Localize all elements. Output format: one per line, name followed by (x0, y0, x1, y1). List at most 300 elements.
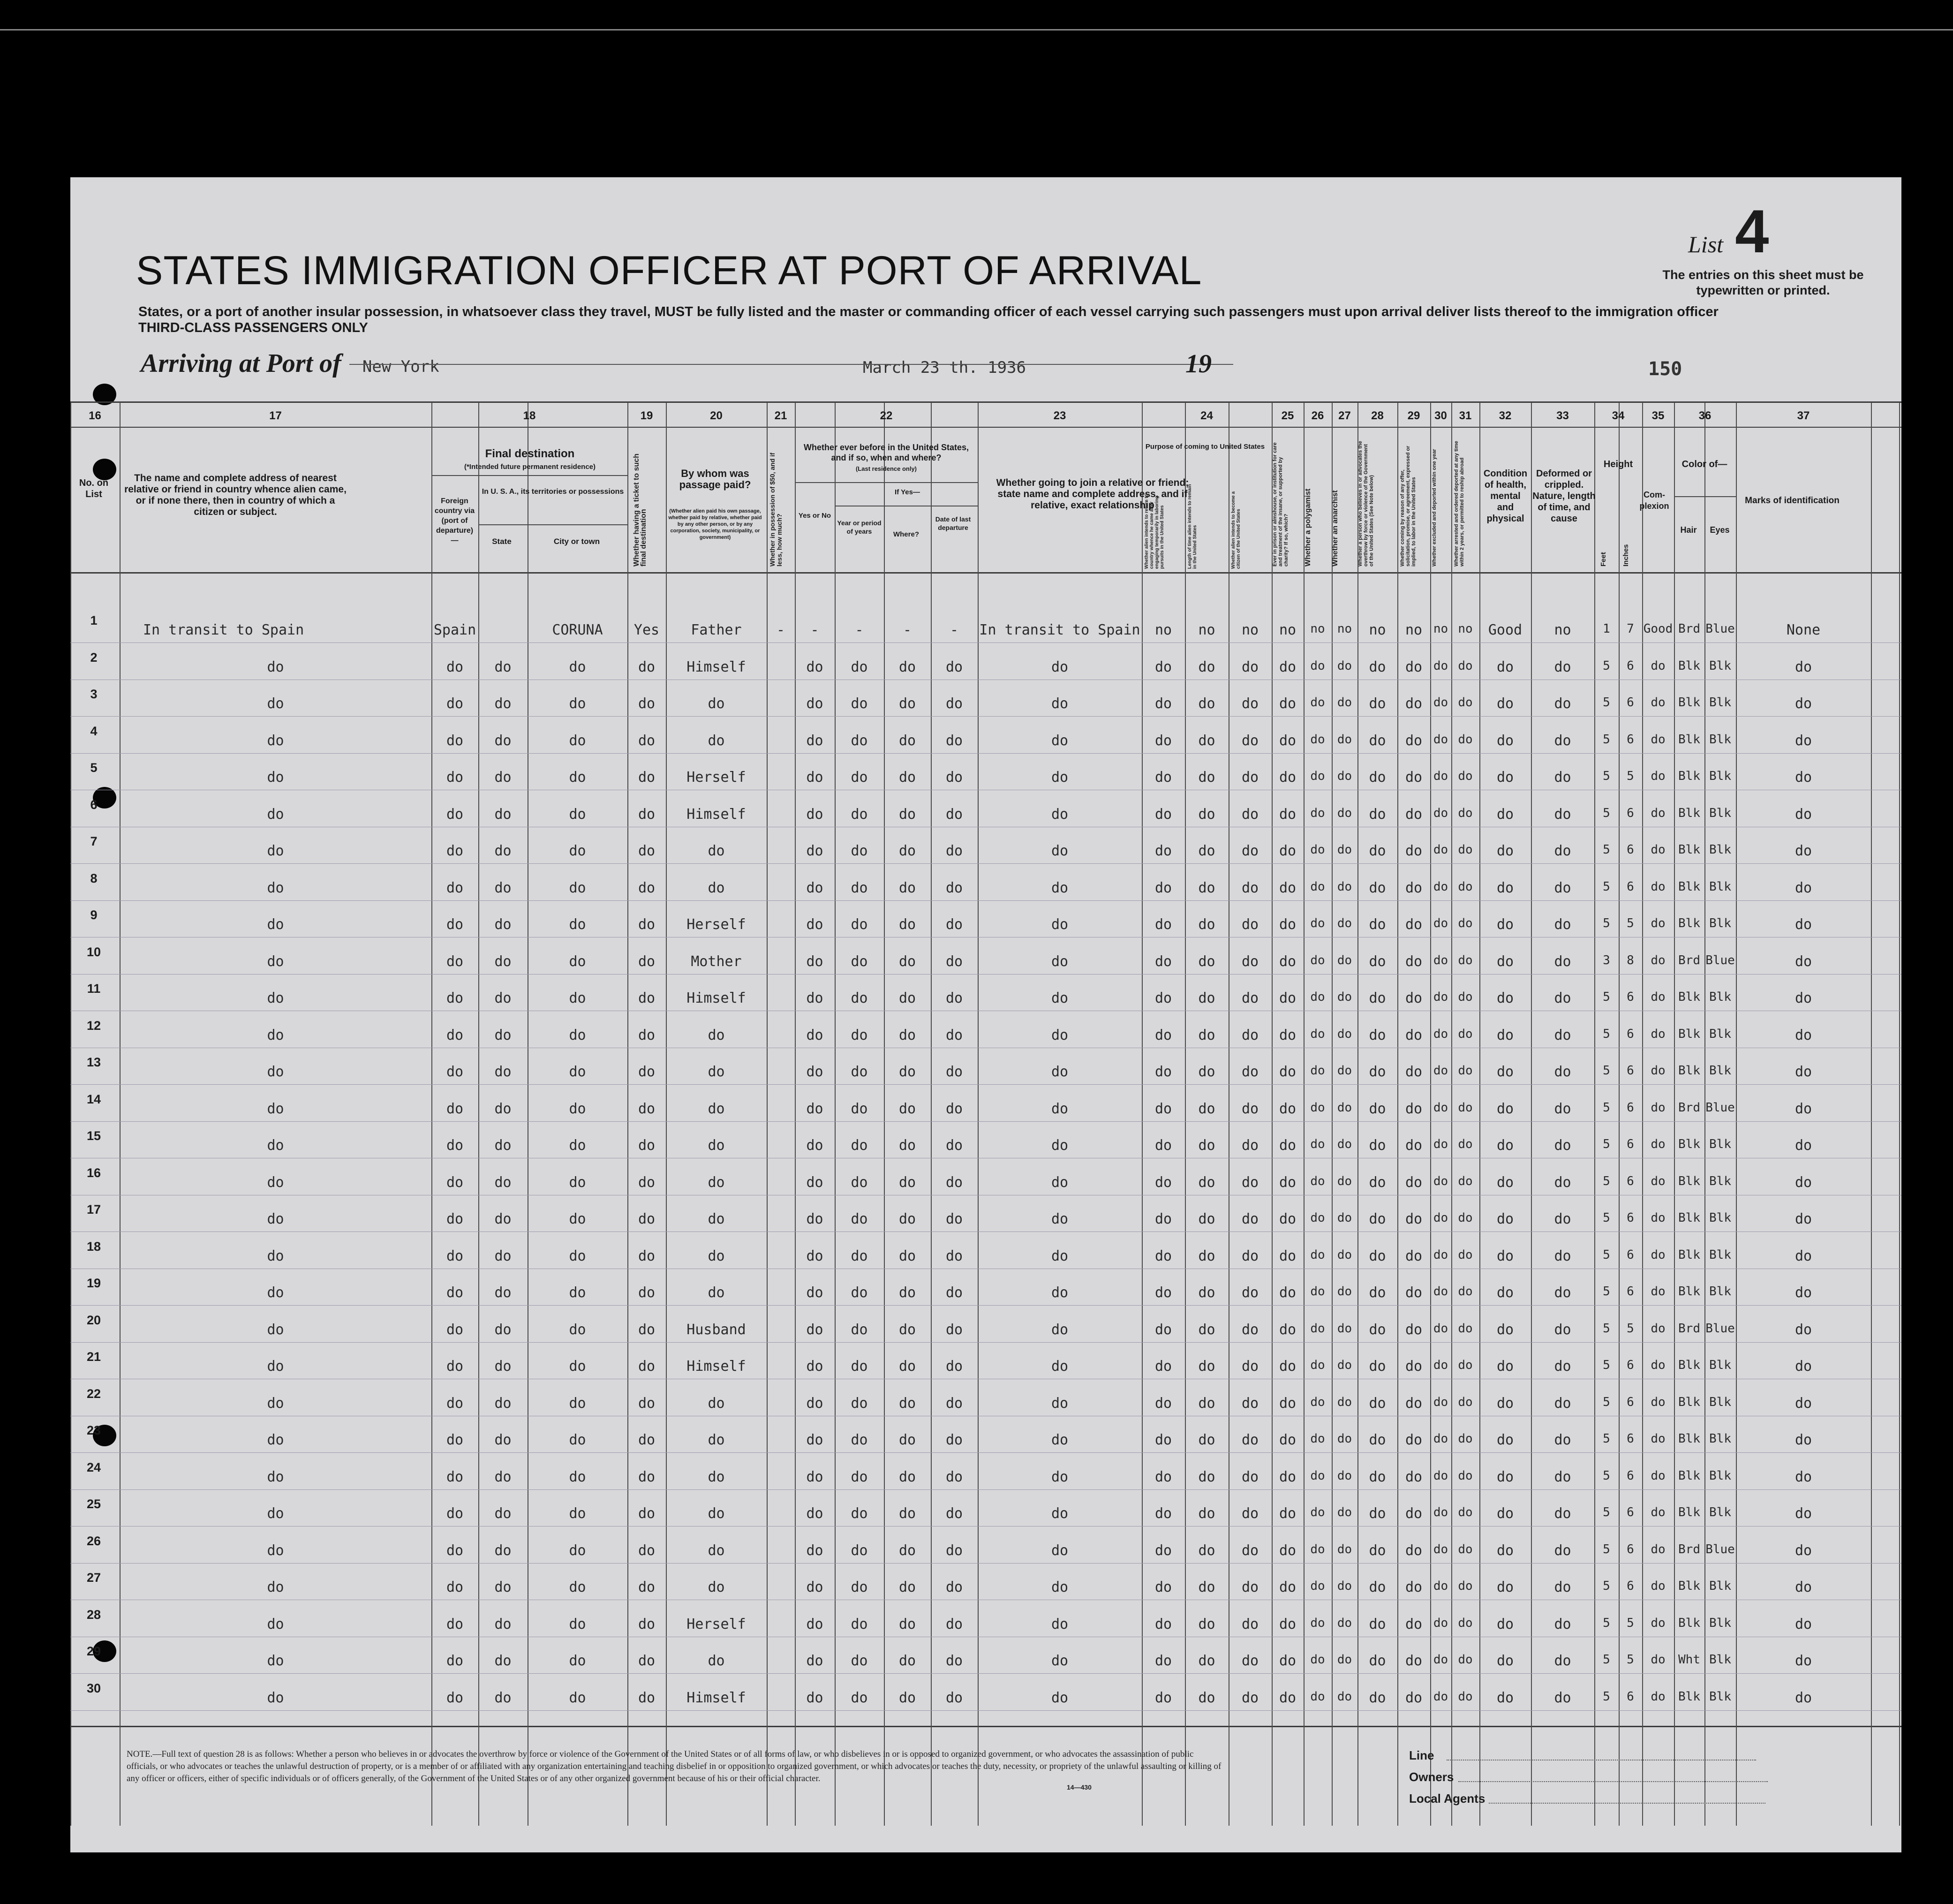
cell-yn: do (806, 1027, 823, 1043)
cell-by: do (708, 843, 725, 859)
cell-inch: 6 (1627, 1432, 1634, 1446)
cell-ft: 5 (1603, 1395, 1610, 1409)
cell-inch: 6 (1627, 1027, 1634, 1041)
cell-hl: do (1496, 1100, 1514, 1117)
cell-an: do (1337, 1395, 1352, 1409)
cell-cx: do (1651, 879, 1666, 894)
cell-ex: do (1433, 806, 1448, 820)
cell-a: do (1154, 1689, 1172, 1706)
cell-a: do (1154, 1468, 1172, 1485)
cell-ft: 5 (1603, 843, 1610, 857)
cell-tk: do (638, 843, 656, 859)
cell-c: do (1241, 1247, 1259, 1264)
cell-c17: do (267, 1137, 284, 1154)
cell-pr: do (1279, 1689, 1297, 1706)
cell-an: do (1337, 953, 1352, 967)
date-fill-line (858, 364, 1233, 365)
cell-hl: do (1496, 1468, 1514, 1485)
cell-b: do (1198, 1653, 1215, 1669)
cell-pol: do (1310, 990, 1325, 1004)
cell-c: no (1241, 622, 1259, 638)
cell-of: do (1405, 695, 1423, 712)
cell-b: do (1198, 658, 1215, 675)
cell-city: do (569, 879, 586, 896)
cell-ex: do (1433, 1395, 1448, 1409)
cell-wh: do (898, 1284, 916, 1301)
header-overthrow: Whether a person who believes in or advocates the overthrow by force or violence of the Government of the United States (See Note below) (1357, 441, 1374, 567)
cell-ar: do (1458, 1579, 1473, 1593)
cell-ar: do (1458, 879, 1473, 894)
row-number: 24 (86, 1460, 101, 1474)
cell-an: do (1337, 843, 1352, 857)
header-in-usa: In U. S. A., its territories or possessions (482, 488, 624, 496)
cell-cx: do (1651, 695, 1666, 710)
row-number: 30 (86, 1681, 101, 1695)
cell-yn: do (806, 1468, 823, 1485)
cell-of: do (1405, 769, 1423, 786)
cell-join: do (1051, 806, 1069, 823)
cell-ar: do (1458, 1395, 1473, 1409)
cell-city: do (569, 1505, 586, 1522)
cell-ov: do (1369, 1321, 1386, 1338)
cell-yn: do (806, 990, 823, 1006)
row-number: 13 (86, 1055, 101, 1069)
cell-fc: do (446, 1542, 464, 1559)
cell-pol: do (1310, 1542, 1325, 1556)
cell-st: do (494, 806, 512, 823)
cell-ex: do (1433, 1358, 1448, 1372)
column-number: 32 (1499, 409, 1512, 422)
cell-mk: do (1795, 1284, 1812, 1301)
cell-dt: do (945, 1542, 963, 1559)
cell-ar: do (1458, 695, 1473, 710)
cell-city: do (569, 732, 586, 749)
cell-c: do (1241, 1432, 1259, 1448)
cell-yr: do (851, 1174, 868, 1191)
cell-by: Herself (686, 916, 746, 933)
cell-dt: do (945, 990, 963, 1006)
cell-by: do (708, 1211, 725, 1227)
cell-df: do (1554, 843, 1571, 859)
subheader-rule (431, 475, 627, 476)
cell-fc: do (446, 879, 464, 896)
cell-df: do (1554, 1653, 1571, 1669)
cell-mk: do (1795, 1211, 1812, 1227)
cell-ov: do (1369, 1358, 1386, 1375)
cell-fc: do (446, 695, 464, 712)
cell-ov: do (1369, 953, 1386, 970)
cell-df: do (1554, 1174, 1571, 1191)
cell-tk: do (638, 1468, 656, 1485)
cell-fc: do (446, 1505, 464, 1522)
cell-join: do (1051, 990, 1069, 1006)
cell-fc: do (446, 1247, 464, 1264)
cell-df: do (1554, 1100, 1571, 1117)
cell-by: Himself (686, 1689, 746, 1706)
cell-a: do (1154, 1616, 1172, 1632)
cell-by: Mother (691, 953, 742, 970)
cell-fc: do (446, 1284, 464, 1301)
cell-ar: do (1458, 1542, 1473, 1556)
row-number: 6 (90, 797, 98, 812)
cell-wh: do (898, 806, 916, 823)
cell-join: do (1051, 843, 1069, 859)
cell-yn: do (806, 806, 823, 823)
cell-tk: do (638, 1653, 656, 1669)
cell-an: do (1337, 1100, 1352, 1115)
cell-hl: do (1496, 843, 1514, 859)
cell-b: do (1198, 1358, 1215, 1375)
cell-mk: do (1795, 1468, 1812, 1485)
cell-ov: do (1369, 1468, 1386, 1485)
cell-c17: do (267, 1653, 284, 1669)
cell-yr: do (851, 1100, 868, 1117)
cell-c: do (1241, 953, 1259, 970)
cell-c17: do (267, 658, 284, 675)
row-rule (70, 1121, 1901, 1122)
cell-b: do (1198, 695, 1215, 712)
cell-c17: do (267, 1321, 284, 1338)
cell-inch: 6 (1627, 1284, 1634, 1299)
cell-pol: do (1310, 1211, 1325, 1225)
cell-st: do (494, 1174, 512, 1191)
cell-b: do (1198, 1064, 1215, 1080)
cell-pol: do (1310, 1653, 1325, 1667)
cell-mk: do (1795, 1395, 1812, 1412)
cell-pr: do (1279, 658, 1297, 675)
cell-dt: do (945, 1579, 963, 1595)
cell-ar: do (1458, 1358, 1473, 1372)
cell-mk: do (1795, 695, 1812, 712)
cell-inch: 6 (1627, 1358, 1634, 1372)
cell-hair: Blk (1678, 806, 1700, 820)
cell-an: do (1337, 1579, 1352, 1593)
cell-hl: do (1496, 1174, 1514, 1191)
cell-c: do (1241, 769, 1259, 786)
cell-mk: do (1795, 953, 1812, 970)
cell-by: Himself (686, 806, 746, 823)
cell-ov: do (1369, 1100, 1386, 1117)
cell-c: do (1241, 1284, 1259, 1301)
cell-ft: 5 (1603, 1247, 1610, 1262)
cell-of: do (1405, 1358, 1423, 1375)
cell-eyes: Blk (1709, 1616, 1731, 1630)
cell-c: do (1241, 1137, 1259, 1154)
row-rule (70, 1563, 1901, 1564)
cell-eyes: Blk (1709, 1247, 1731, 1262)
cell-dt: do (945, 1653, 963, 1669)
cell-ft: 5 (1603, 806, 1610, 820)
cell-hair: Blk (1678, 732, 1700, 747)
cell-ex: do (1433, 1211, 1448, 1225)
cell-ex: do (1433, 1174, 1448, 1188)
header-where: Where? (893, 530, 919, 538)
column-number: 28 (1371, 409, 1384, 422)
cell-join: do (1051, 1321, 1069, 1338)
colnum-rule (70, 427, 1901, 428)
cell-eyes: Blk (1709, 1027, 1731, 1041)
cell-mk: do (1795, 916, 1812, 933)
cell-tk: do (638, 1432, 656, 1448)
cell-by: Husband (686, 1321, 746, 1338)
cell-mk: do (1795, 658, 1812, 675)
cell-ar: do (1458, 1689, 1473, 1704)
header-offer: Whether coming by reason of any offer, solicitation, promise, or agreement, expressed or implied, to labor in the United States (1400, 446, 1417, 567)
cell-ex: do (1433, 879, 1448, 894)
cell-yn: do (806, 1211, 823, 1227)
cell-city: do (569, 1358, 586, 1375)
cell-pol: do (1310, 1247, 1325, 1262)
cell-c: do (1241, 879, 1259, 896)
cell-b: do (1198, 879, 1215, 896)
cell-c: do (1241, 1505, 1259, 1522)
cell-pol: do (1310, 769, 1325, 783)
cell-ex: do (1433, 1468, 1448, 1483)
cell-join: do (1051, 1542, 1069, 1559)
row-number: 4 (90, 724, 98, 738)
cell-eyes: Blk (1709, 695, 1731, 710)
cell-a: do (1154, 1395, 1172, 1412)
cell-dt: do (945, 953, 963, 970)
cell-yn: do (806, 843, 823, 859)
cell-st: do (494, 695, 512, 712)
cell-ex: do (1433, 1616, 1448, 1630)
cell-of: do (1405, 1616, 1423, 1632)
cell-ft: 5 (1603, 1321, 1610, 1336)
cell-st: do (494, 1321, 512, 1338)
cell-yn: do (806, 1653, 823, 1669)
cell-eyes: Blue (1705, 1321, 1735, 1336)
cell-tk: do (638, 1505, 656, 1522)
cell-city: do (569, 769, 586, 786)
cell-fc: do (446, 843, 464, 859)
cell-ex: do (1433, 1027, 1448, 1041)
cell-ex: do (1433, 953, 1448, 967)
cell-ft: 5 (1603, 1137, 1610, 1151)
cell-pol: do (1310, 1174, 1325, 1188)
cell-city: do (569, 1064, 586, 1080)
cell-hair: Brd (1678, 953, 1700, 967)
cell-inch: 8 (1627, 953, 1634, 967)
cell-c: do (1241, 916, 1259, 933)
cell-a: do (1154, 990, 1172, 1006)
cell-hl: do (1496, 879, 1514, 896)
cell-join: do (1051, 879, 1069, 896)
cell-b: do (1198, 1616, 1215, 1632)
cell-ex: do (1433, 1247, 1448, 1262)
cell-ar: do (1458, 732, 1473, 747)
cell-yr: do (851, 1616, 868, 1632)
cell-city: do (569, 1653, 586, 1669)
cell-tk: Yes (633, 622, 660, 638)
header-ever-before: Whether ever before in the United States, and if so, when and where? (803, 443, 969, 462)
cell-tk: do (638, 990, 656, 1006)
column-number: 29 (1407, 409, 1420, 422)
cell-city: do (569, 658, 586, 675)
cell-yn: do (806, 1616, 823, 1632)
cell-yn: do (806, 1505, 823, 1522)
owners-label: Owners (1409, 1770, 1454, 1784)
cell-inch: 6 (1627, 1689, 1634, 1704)
row-number: 20 (86, 1313, 101, 1327)
cell-wh: do (898, 1505, 916, 1522)
cell-ex: do (1433, 1432, 1448, 1446)
cell-pol: do (1310, 1395, 1325, 1409)
cell-ex: do (1433, 1542, 1448, 1556)
cell-yr: do (851, 1579, 868, 1595)
column-number: 34 (1612, 409, 1625, 422)
cell-c: do (1241, 1211, 1259, 1227)
cell-cx: do (1651, 1284, 1666, 1299)
cell-wh: - (903, 622, 912, 638)
cell-tk: do (638, 1284, 656, 1301)
cell-dt: do (945, 658, 963, 675)
cell-ar: do (1458, 1247, 1473, 1262)
cell-city: do (569, 1100, 586, 1117)
cell-wh: do (898, 990, 916, 1006)
cell-by: do (708, 1247, 725, 1264)
cell-ov: do (1369, 1432, 1386, 1448)
cell-mk: do (1795, 1027, 1812, 1043)
cell-by: do (708, 1027, 725, 1043)
cell-a: do (1154, 1100, 1172, 1117)
list-label: List (1688, 231, 1724, 257)
cell-pr: do (1279, 1064, 1297, 1080)
cell-join: do (1051, 1100, 1069, 1117)
cell-hair: Blk (1678, 879, 1700, 894)
cell-yr: - (855, 622, 864, 638)
cell-join: do (1051, 953, 1069, 970)
cell-pr: do (1279, 1395, 1297, 1412)
cell-c17: do (267, 1505, 284, 1522)
cell-b: do (1198, 1579, 1215, 1595)
cell-cx: do (1651, 1579, 1666, 1593)
cell-a: do (1154, 1027, 1172, 1043)
cell-yn: do (806, 1689, 823, 1706)
cell-hl: do (1496, 953, 1514, 970)
cell-wh: do (898, 1100, 916, 1117)
cell-pol: do (1310, 1064, 1325, 1078)
cell-pr: do (1279, 732, 1297, 749)
passenger-class-line: THIRD-CLASS PASSENGERS ONLY (138, 320, 368, 335)
row-number: 2 (90, 650, 98, 665)
cell-dt: do (945, 1616, 963, 1632)
cell-by: Father (691, 622, 742, 638)
cell-city: do (569, 1395, 586, 1412)
cell-a: do (1154, 1284, 1172, 1301)
cell-join: do (1051, 916, 1069, 933)
cell-cx: do (1651, 1505, 1666, 1519)
cell-a: do (1154, 1653, 1172, 1669)
cell-mk: do (1795, 1247, 1812, 1264)
cell-ex: do (1433, 990, 1448, 1004)
row-number: 16 (86, 1165, 101, 1180)
cell-tk: do (638, 658, 656, 675)
row-number: 22 (86, 1386, 101, 1401)
cell-of: do (1405, 843, 1423, 859)
cell-an: do (1337, 1358, 1352, 1372)
cell-eyes: Blk (1709, 1395, 1731, 1409)
cell-a: do (1154, 1064, 1172, 1080)
cell-eyes: Blk (1709, 1211, 1731, 1225)
cell-dt: do (945, 1505, 963, 1522)
cell-ar: do (1458, 916, 1473, 930)
cell-inch: 6 (1627, 990, 1634, 1004)
cell-mk: do (1795, 1321, 1812, 1338)
column-number: 26 (1311, 409, 1324, 422)
cell-c17: do (267, 843, 284, 859)
cell-an: do (1337, 1432, 1352, 1446)
cell-cx: do (1651, 953, 1666, 967)
cell-ov: no (1369, 622, 1386, 638)
cell-by: do (708, 1468, 725, 1485)
cell-hl: do (1496, 1432, 1514, 1448)
cell-fc: do (446, 1616, 464, 1632)
cell-cx: do (1651, 1653, 1666, 1667)
cell-cx: do (1651, 806, 1666, 820)
cell-pr: do (1279, 1321, 1297, 1338)
cell-hair: Blk (1678, 1689, 1700, 1704)
cell-ov: do (1369, 1064, 1386, 1080)
cell-hl: do (1496, 1616, 1514, 1632)
cell-cx: do (1651, 732, 1666, 747)
cell-an: do (1337, 1505, 1352, 1519)
header-foreign-country: Foreign country via (port of departure)— (434, 497, 475, 544)
cell-yn: - (810, 622, 819, 638)
cell-cx: do (1651, 1027, 1666, 1041)
cell-pr: no (1279, 622, 1297, 638)
cell-of: do (1405, 1395, 1423, 1412)
cell-ex: do (1433, 732, 1448, 747)
cell-c: do (1241, 1358, 1259, 1375)
cell-ex: do (1433, 843, 1448, 857)
header-condition: Condition of health, mental and physical (1483, 468, 1528, 524)
cell-of: do (1405, 879, 1423, 896)
cell-inch: 6 (1627, 1468, 1634, 1483)
cell-tk: do (638, 1321, 656, 1338)
table-bottom-rule (70, 1726, 1901, 1727)
cell-dt: do (945, 1100, 963, 1117)
cell-wh: do (898, 1247, 916, 1264)
cell-city: do (569, 1027, 586, 1043)
cell-city: do (569, 1542, 586, 1559)
cell-ov: do (1369, 990, 1386, 1006)
cell-fc: Spain (433, 622, 476, 638)
cell-tk: do (638, 695, 656, 712)
cell-cx: do (1651, 1542, 1666, 1556)
cell-inch: 6 (1627, 1542, 1634, 1556)
header-hair: Hair (1680, 525, 1697, 535)
cell-ov: do (1369, 916, 1386, 933)
column-rule (1899, 402, 1900, 1826)
cell-fc: do (446, 990, 464, 1006)
cell-c17: do (267, 1616, 284, 1632)
cell-st: do (494, 1579, 512, 1595)
cell-pol: do (1310, 843, 1325, 857)
cell-tk: do (638, 806, 656, 823)
cell-cx: do (1651, 1174, 1666, 1188)
cell-pr: do (1279, 1358, 1297, 1375)
manifest-sheet (70, 177, 1901, 1852)
cell-an: do (1337, 1616, 1352, 1630)
cell-hair: Blk (1678, 769, 1700, 783)
cell-hl: do (1496, 1395, 1514, 1412)
cell-an: do (1337, 1211, 1352, 1225)
cell-of: do (1405, 1689, 1423, 1706)
cell-inch: 6 (1627, 806, 1634, 820)
cell-hair: Blk (1678, 843, 1700, 857)
cell-eyes: Blk (1709, 732, 1731, 747)
